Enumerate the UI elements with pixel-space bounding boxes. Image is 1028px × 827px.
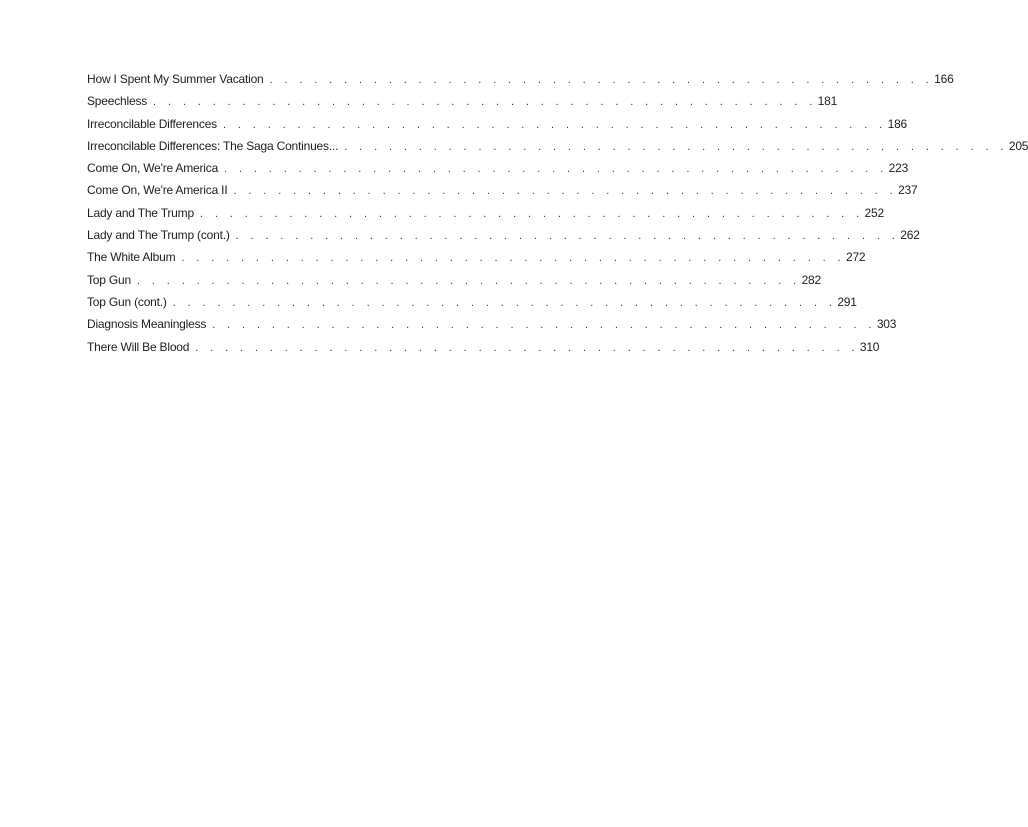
entry-title: There Will Be Blood: [87, 339, 190, 354]
dot-leader: . . . . . . . . . . . . . . . . . . . . . . . . . . . . . . . . . . . . . . . . . . . . .: [136, 274, 801, 287]
entry-title: Speechless: [87, 94, 148, 109]
entry-page-number: 272: [845, 250, 866, 265]
toc-entry[interactable]: [87, 224, 920, 246]
dot-leader: . . . . . . . . . . . . . . . . . . . . . . . . . . . . . . . . . . . . . . . . . . . . .: [181, 252, 845, 265]
entry-page-number: 223: [888, 161, 909, 176]
dot-leader: . . . . . . . . . . . . . . . . . . . . . . . . . . . . . . . . . . . . . . . . . . . . .: [233, 185, 898, 198]
toc-entry[interactable]: [87, 179, 918, 201]
entry-page-number: 282: [801, 272, 821, 287]
toc-entry[interactable]: [87, 269, 821, 291]
toc-entry[interactable]: [87, 246, 866, 268]
entry-title: Come On, We're America II: [87, 183, 228, 198]
entry-title: Come On, We're America: [87, 161, 219, 176]
toc-entry[interactable]: [87, 113, 908, 135]
table-of-contents: [87, 68, 1028, 358]
entry-title: Lady and The Trump (cont.): [87, 228, 230, 243]
toc-entry[interactable]: [87, 68, 954, 90]
toc-entry[interactable]: [87, 313, 897, 335]
entry-page-number: 310: [859, 339, 880, 354]
entry-page-number: 252: [864, 205, 884, 220]
entry-title: Lady and The Trump: [87, 205, 194, 220]
dot-leader: . . . . . . . . . . . . . . . . . . . . . . . . . . . . . . . . . . . . . . . . . . . . .: [224, 163, 888, 176]
dot-leader: . . . . . . . . . . . . . . . . . . . . . . . . . . . . . . . . . . . . . . . . . . . . .: [344, 140, 1008, 153]
entry-page-number: 291: [837, 294, 857, 309]
dot-leader: . . . . . . . . . . . . . . . . . . . . . . . . . . . . . . . . . . . . . . . . . . . . .: [195, 341, 859, 354]
dot-leader: . . . . . . . . . . . . . . . . . . . . . . . . . . . . . . . . . . . . . . . . . . . . .: [269, 74, 934, 86]
entry-page-number: 303: [876, 317, 897, 332]
dot-leader: . . . . . . . . . . . . . . . . . . . . . . . . . . . . . . . . . . . . . . . . . . . . .: [235, 230, 900, 243]
toc-entry[interactable]: [87, 157, 909, 179]
toc-entry[interactable]: [87, 291, 857, 313]
toc-entry[interactable]: [87, 90, 838, 112]
entry-title: Diagnosis Meaningless: [87, 317, 207, 332]
dot-leader: . . . . . . . . . . . . . . . . . . . . . . . . . . . . . . . . . . . . . . . . . . . . .: [172, 296, 837, 309]
entry-title: Top Gun (cont.): [87, 294, 167, 309]
dot-leader: . . . . . . . . . . . . . . . . . . . . . . . . . . . . . . . . . . . . . . . . . . . . .: [199, 207, 864, 220]
entry-title: Top Gun: [87, 272, 131, 287]
entry-page-number: 237: [898, 183, 918, 198]
toc-entry[interactable]: [87, 336, 880, 358]
entry-title: Irreconcilable Differences: The Saga Continues...: [87, 138, 339, 153]
dot-leader: . . . . . . . . . . . . . . . . . . . . . . . . . . . . . . . . . . . . . . . . . . . . .: [222, 118, 887, 131]
toc-entry[interactable]: [87, 202, 884, 224]
entry-page-number: 181: [817, 94, 838, 109]
entry-title: The White Album: [87, 250, 176, 265]
dot-leader: . . . . . . . . . . . . . . . . . . . . . . . . . . . . . . . . . . . . . . . . . . . . .: [212, 319, 876, 332]
entry-page-number: 186: [887, 116, 908, 131]
dot-leader: . . . . . . . . . . . . . . . . . . . . . . . . . . . . . . . . . . . . . . . . . . . . .: [153, 96, 817, 109]
entry-page-number: 205: [1008, 138, 1028, 153]
entry-page-number: 166: [934, 72, 954, 86]
entry-title: Irreconcilable Differences: [87, 116, 217, 131]
toc-entry[interactable]: [87, 135, 1028, 157]
entry-page-number: 262: [900, 228, 920, 243]
entry-title: How I Spent My Summer Vacation: [87, 72, 264, 86]
